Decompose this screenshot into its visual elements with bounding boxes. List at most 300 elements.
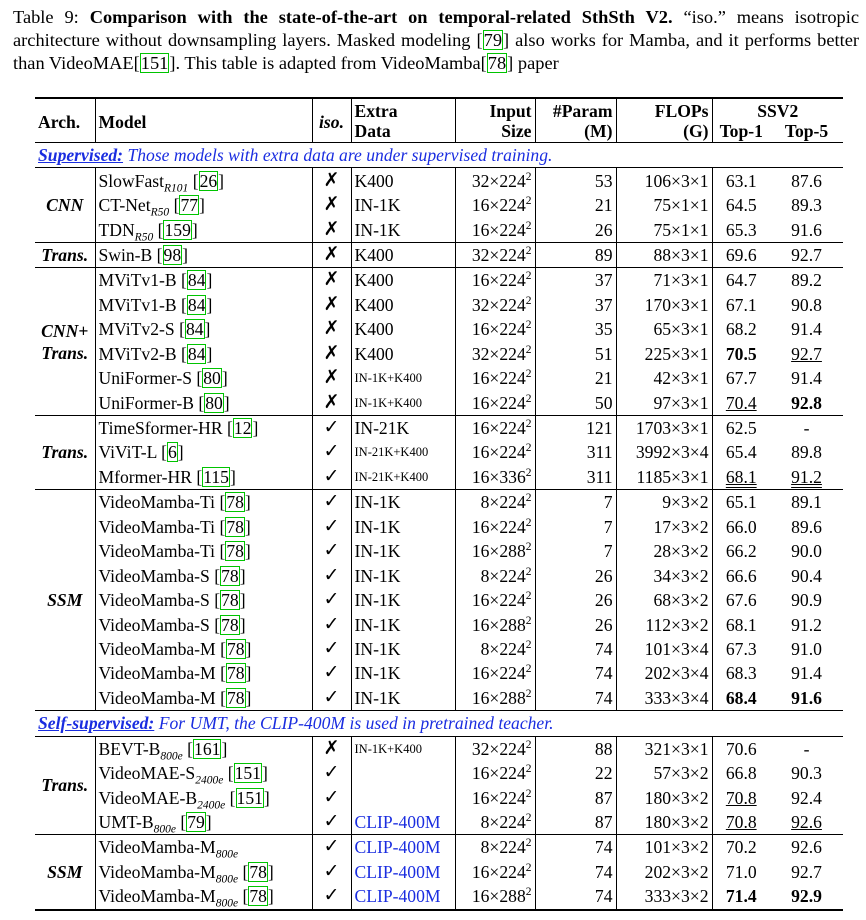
top1-value: 64.5: [725, 195, 757, 216]
input-size-value: 16×224: [471, 195, 526, 216]
citation-link[interactable]: 161: [194, 738, 221, 759]
extra-data: IN-1K: [351, 686, 455, 711]
citation-link[interactable]: 80: [203, 368, 221, 389]
input-size-exponent: 2: [525, 738, 532, 751]
input-size-exponent: 2: [525, 590, 532, 603]
extra-data: IN-1K: [351, 515, 455, 539]
model-subscript: R101: [164, 182, 189, 195]
citation-link[interactable]: 151: [236, 787, 263, 808]
input-size-value: 32×224: [471, 738, 526, 759]
extra-data: K400: [351, 317, 455, 341]
input-size-value: 8×224: [480, 837, 526, 858]
header-flops-1: FLOPs: [616, 98, 712, 121]
input-size: [455, 736, 535, 761]
input-size-value: 16×288: [471, 541, 526, 562]
table-row: [35, 884, 843, 909]
model-name: VideoMamba-Ti: [98, 492, 216, 513]
arch-label-text: Trans.: [41, 775, 89, 796]
flops: 68×3×2: [616, 588, 712, 612]
input-size-exponent: 2: [525, 763, 532, 776]
section-header-selfsup: [35, 711, 843, 736]
param-count: 37: [535, 268, 616, 293]
flops: 101×3×4: [616, 637, 712, 661]
input-size: [455, 686, 535, 711]
top1-accuracy: [712, 810, 770, 835]
top5-value: 91.2: [791, 466, 822, 487]
input-size: [455, 761, 535, 785]
input-size: [455, 342, 535, 366]
iso-mark: ✓: [312, 884, 351, 909]
top5-value: 92.7: [791, 861, 822, 882]
citation-link[interactable]: 78: [221, 590, 239, 611]
top1-accuracy: [712, 884, 770, 909]
citation-link[interactable]: 12: [233, 418, 252, 439]
input-size-value: 32×224: [471, 170, 526, 191]
citation-link[interactable]: 78: [249, 861, 267, 882]
table-row: [35, 440, 843, 464]
input-size: [455, 588, 535, 612]
extra-data: K400: [351, 342, 455, 366]
top5-accuracy: [770, 835, 843, 860]
citation-link[interactable]: 78: [487, 53, 507, 73]
model-subscript: 2400e: [195, 774, 224, 787]
section-header-cell: [35, 143, 843, 168]
flops: 202×3×2: [616, 860, 712, 884]
model-name: VideoMamba-M: [98, 861, 216, 882]
top1-accuracy: [712, 390, 770, 415]
top1-value: 68.4: [725, 687, 757, 708]
flops: 225×3×1: [616, 342, 712, 366]
input-size-exponent: 2: [525, 639, 532, 652]
citation-link[interactable]: 98: [163, 244, 182, 265]
param-count: 7: [535, 539, 616, 563]
model-name: UMT-B: [98, 812, 154, 833]
param-count: 121: [535, 415, 616, 440]
extra-data: CLIP-400M: [351, 810, 455, 835]
extra-data: K400: [351, 168, 455, 193]
citation-link[interactable]: 78: [249, 886, 267, 907]
input-size-value: 16×224: [471, 219, 526, 240]
input-size-value: 32×224: [471, 294, 526, 315]
param-count: 51: [535, 342, 616, 366]
top1-accuracy: [712, 168, 770, 193]
model-name: VideoMAE-B: [98, 787, 198, 808]
top5-value: 89.8: [791, 442, 822, 463]
model-cell: TimeSformer-HR [12]: [95, 415, 312, 440]
header-ssv2: SSV2: [757, 101, 799, 121]
param-count: 74: [535, 661, 616, 685]
model-cell: VideoMamba-S [78]: [95, 563, 312, 587]
citation-link[interactable]: 151: [140, 53, 169, 73]
arch-label-text: Trans.: [41, 442, 89, 463]
citation-link[interactable]: 80: [205, 392, 223, 413]
top5-accuracy: [770, 242, 843, 267]
top5-value: 89.6: [791, 516, 822, 537]
top5-accuracy: [770, 342, 843, 366]
header-top5: Top-5: [784, 121, 829, 141]
top5-value: -: [803, 418, 810, 439]
top1-accuracy: [712, 342, 770, 366]
input-size: [455, 193, 535, 217]
model-cell: VideoMAE-$B_{2400e}$ [151]: [95, 785, 312, 809]
iso-mark: ✓: [312, 860, 351, 884]
top5-value: 91.4: [791, 663, 822, 684]
extra-data: IN-1K: [351, 539, 455, 563]
top1-value: 67.1: [725, 294, 757, 315]
extra-data: K400: [351, 242, 455, 267]
arch-label: [35, 736, 95, 835]
top1-value: 70.4: [725, 392, 757, 413]
citation-link[interactable]: 78: [226, 541, 244, 562]
flops: 34×3×2: [616, 563, 712, 587]
input-size-value: 8×224: [480, 812, 526, 833]
input-size-value: 16×224: [471, 861, 526, 882]
table-row: [35, 860, 843, 884]
param-count: 311: [535, 465, 616, 490]
model-name: ViViT-L: [98, 442, 157, 463]
input-size: [455, 242, 535, 267]
header-top1: Top-1: [719, 121, 763, 141]
flops: 333×3×4: [616, 686, 712, 711]
extra-data: K400: [351, 293, 455, 317]
table-row: [35, 810, 843, 835]
citation-link[interactable]: 159: [164, 219, 191, 240]
model-cell: $TDN_{R50}$ [159]: [95, 217, 312, 242]
top1-accuracy: [712, 366, 770, 390]
iso-mark: ✓: [312, 785, 351, 809]
citation-link[interactable]: 151: [234, 763, 261, 784]
input-size-value: 8×224: [480, 565, 526, 586]
top5-value: 90.9: [791, 590, 822, 611]
iso-mark: ✓: [312, 415, 351, 440]
extra-data: IN-1K+K400: [351, 736, 455, 761]
iso-mark: ✗: [312, 293, 351, 317]
top1-accuracy: [712, 736, 770, 761]
header-arch: Arch.: [35, 98, 95, 143]
iso-mark: ✓: [312, 539, 351, 563]
flops: 57×3×2: [616, 761, 712, 785]
model-name: MViTv1-B: [98, 270, 177, 291]
input-size-exponent: 2: [525, 886, 532, 899]
param-count: 26: [535, 217, 616, 242]
input-size: [455, 415, 535, 440]
model-cell: UniFormer-B [80]: [95, 390, 312, 415]
top1-accuracy: [712, 465, 770, 490]
top5-accuracy: [770, 563, 843, 587]
input-size-exponent: 2: [525, 442, 532, 455]
citation-link[interactable]: 84: [185, 319, 204, 340]
model-name: MViTv2-S: [98, 319, 175, 340]
top1-value: 70.2: [725, 837, 757, 858]
param-count: 26: [535, 563, 616, 587]
input-size-exponent: 2: [525, 492, 532, 505]
model-cell: MViTv2-S [84]: [95, 317, 312, 341]
header-input-2: Size: [455, 121, 535, 143]
input-size-exponent: 2: [525, 294, 532, 307]
model-cell: Swin-B [98]: [95, 242, 312, 267]
section-header-supervised: [35, 143, 843, 168]
param-count: 35: [535, 317, 616, 341]
citation-link[interactable]: 84: [187, 343, 206, 364]
iso-mark: ✗: [312, 342, 351, 366]
top5-accuracy: [770, 390, 843, 415]
model-cell: VideoMamba-M [78]: [95, 686, 312, 711]
iso-mark: ✓: [312, 563, 351, 587]
iso-mark: ✗: [312, 217, 351, 242]
top5-value: 87.6: [791, 170, 822, 191]
section-description: For UMT, the CLIP-400M is used in pretrained teacher.: [158, 713, 554, 734]
top5-value: 92.6: [791, 812, 822, 833]
citation-link[interactable]: 6: [167, 442, 177, 463]
citation-link[interactable]: 84: [187, 294, 206, 315]
model-name: TDN: [98, 219, 135, 240]
input-size-value: 16×224: [471, 663, 526, 684]
citation-link[interactable]: 79: [187, 812, 205, 833]
flops: 321×3×1: [616, 736, 712, 761]
extra-data: IN-1K+K400: [351, 366, 455, 390]
model-cell: VideoMamba-Ti [78]: [95, 515, 312, 539]
input-size: [455, 563, 535, 587]
table-row: [35, 168, 843, 193]
caption-text-4: ] paper: [507, 53, 559, 73]
top1-accuracy: [712, 860, 770, 884]
model-cell: UMT-$B_{800e}$ [79]: [95, 810, 312, 835]
model-subscript: 800e: [215, 897, 239, 910]
top1-accuracy: [712, 539, 770, 563]
model-cell: VideoMamba-S [78]: [95, 612, 312, 636]
model-subscript: R50: [134, 231, 154, 244]
param-count: 26: [535, 612, 616, 636]
model-cell: VideoMamba-$M_{800e}$ [78]: [95, 860, 312, 884]
top1-value: 70.6: [725, 738, 757, 759]
top1-accuracy: [712, 637, 770, 661]
arch-label-text: Trans.: [41, 244, 89, 265]
input-size-exponent: 2: [525, 663, 532, 676]
input-size-value: 32×224: [471, 343, 526, 364]
top5-value: 91.4: [791, 319, 822, 340]
top5-value: 89.2: [791, 270, 822, 291]
citation-link[interactable]: 78: [226, 492, 244, 513]
extra-data: IN-1K: [351, 490, 455, 515]
model-cell: VideoMamba-$M_{800e}$ [78]: [95, 884, 312, 909]
input-size-value: 16×224: [471, 763, 526, 784]
input-size: [455, 612, 535, 636]
input-size-value: 16×224: [471, 442, 526, 463]
top1-value: 71.4: [725, 886, 757, 907]
top1-value: 66.0: [725, 516, 757, 537]
caption-title: Comparison with the state-of-the-art on temporal-related SthSth V2.: [89, 7, 673, 27]
model-name: MViTv1-B: [98, 294, 177, 315]
input-size-value: 16×224: [471, 392, 526, 413]
top1-accuracy: [712, 761, 770, 785]
top1-accuracy: [712, 563, 770, 587]
extra-data: IN-1K: [351, 661, 455, 685]
citation-link[interactable]: 115: [203, 466, 229, 487]
input-size: [455, 515, 535, 539]
top5-accuracy: [770, 686, 843, 711]
top1-value: 69.6: [725, 244, 757, 265]
section-label: Self-supervised:: [38, 713, 155, 734]
input-size: [455, 268, 535, 293]
input-size-value: 16×224: [471, 368, 526, 389]
extra-data: IN-1K: [351, 563, 455, 587]
param-count: 37: [535, 293, 616, 317]
extra-data: IN-21K+K400: [351, 440, 455, 464]
table-row: [35, 761, 843, 785]
input-size-exponent: 2: [525, 787, 532, 800]
flops: 202×3×4: [616, 661, 712, 685]
param-count: 74: [535, 686, 616, 711]
table-row: [35, 342, 843, 366]
iso-mark: ✗: [312, 193, 351, 217]
caption-label: Table 9:: [13, 7, 79, 27]
model-cell: MViTv1-B [84]: [95, 268, 312, 293]
citation-link[interactable]: 26: [199, 170, 218, 191]
citation-link[interactable]: 84: [187, 270, 206, 291]
input-size-exponent: 2: [525, 219, 532, 232]
top1-value: 71.0: [725, 861, 757, 882]
iso-mark: ✗: [312, 390, 351, 415]
extra-data: [351, 785, 455, 809]
top5-accuracy: [770, 268, 843, 293]
iso-mark: ✗: [312, 168, 351, 193]
top1-value: 68.1: [725, 466, 757, 487]
model-name: VideoMamba-Ti: [98, 516, 216, 537]
input-size-exponent: 2: [525, 270, 532, 283]
header-extra-2: Data: [351, 121, 455, 143]
flops: 42×3×1: [616, 366, 712, 390]
table-row: [35, 637, 843, 661]
top5-accuracy: [770, 736, 843, 761]
top5-value: 89.3: [791, 195, 822, 216]
top1-value: 64.7: [725, 270, 757, 291]
iso-mark: ✗: [312, 317, 351, 341]
extra-data: IN-1K: [351, 193, 455, 217]
input-size: [455, 168, 535, 193]
top1-accuracy: [712, 217, 770, 242]
param-count: 22: [535, 761, 616, 785]
flops: 3992×3×4: [616, 440, 712, 464]
model-name: MViTv2-B: [98, 343, 177, 364]
arch-label: [35, 268, 95, 416]
input-size-exponent: 2: [525, 245, 532, 258]
input-size-exponent: 2: [525, 467, 532, 480]
citation-link[interactable]: 78: [226, 638, 245, 659]
table-row: [35, 785, 843, 809]
top1-value: 70.8: [725, 812, 757, 833]
model-cell: VideoMamba-Ti [78]: [95, 490, 312, 515]
input-size: [455, 637, 535, 661]
iso-mark: ✓: [312, 686, 351, 711]
model-cell: VideoMamba-Ti [78]: [95, 539, 312, 563]
top1-value: 66.8: [725, 763, 757, 784]
table-row: [35, 686, 843, 711]
model-name: VideoMamba-S: [98, 565, 210, 586]
table-row: [35, 835, 843, 860]
param-count: 7: [535, 515, 616, 539]
header-extra-1: Extra: [351, 98, 455, 121]
input-size-exponent: 2: [525, 812, 532, 825]
flops: 1185×3×1: [616, 465, 712, 490]
top1-accuracy: [712, 317, 770, 341]
model-cell: VideoMamba-S [78]: [95, 588, 312, 612]
flops: 65×3×1: [616, 317, 712, 341]
param-count: 21: [535, 366, 616, 390]
citation-link[interactable]: 79: [483, 30, 503, 50]
top5-accuracy: [770, 884, 843, 909]
iso-mark: ✗: [312, 242, 351, 267]
extra-data: IN-21K: [351, 415, 455, 440]
table-row: [35, 515, 843, 539]
top1-accuracy: [712, 588, 770, 612]
input-size-value: 32×224: [471, 244, 526, 265]
top5-value: 92.7: [791, 343, 822, 364]
citation-link[interactable]: 78: [226, 687, 245, 708]
input-size-exponent: 2: [525, 418, 532, 431]
citation-link[interactable]: 78: [221, 565, 239, 586]
model-cell: CT-Net$_{R50}$ [77]: [95, 193, 312, 217]
input-size-exponent: 2: [525, 541, 532, 554]
top1-accuracy: [712, 515, 770, 539]
input-size-exponent: 2: [525, 392, 532, 405]
section-header-cell: [35, 711, 843, 736]
header-flops-2: (G): [616, 121, 712, 143]
top1-value: 70.8: [725, 787, 757, 808]
top5-accuracy: [770, 217, 843, 242]
model-name: VideoMamba-M: [98, 687, 216, 708]
top5-accuracy: [770, 465, 843, 490]
citation-link[interactable]: 78: [226, 516, 244, 537]
table-row: [35, 317, 843, 341]
top1-accuracy: [712, 193, 770, 217]
input-size-exponent: 2: [525, 368, 532, 381]
arch-label-text: CNN: [46, 195, 84, 216]
input-size-value: 8×224: [480, 638, 526, 659]
input-size-exponent: 2: [525, 687, 532, 700]
model-name: BEVT-B: [98, 738, 161, 759]
param-count: 7: [535, 490, 616, 515]
citation-link[interactable]: 78: [226, 663, 245, 684]
param-count: 74: [535, 637, 616, 661]
table-caption: [13, 6, 859, 75]
citation-link[interactable]: 78: [221, 614, 239, 635]
arch-label: [35, 490, 95, 711]
input-size: [455, 810, 535, 835]
top5-value: 92.9: [791, 886, 822, 907]
arch-label-text: Trans.: [41, 342, 89, 363]
top5-value: 89.1: [791, 492, 822, 513]
top5-accuracy: [770, 612, 843, 636]
iso-mark: ✓: [312, 490, 351, 515]
top5-value: 92.6: [791, 837, 822, 858]
extra-data: IN-1K: [351, 637, 455, 661]
arch-label: [35, 835, 95, 910]
table-row: [35, 390, 843, 415]
top5-accuracy: [770, 637, 843, 661]
top1-accuracy: [712, 661, 770, 685]
flops: 1703×3×1: [616, 415, 712, 440]
top5-accuracy: [770, 168, 843, 193]
header-row-1: [35, 98, 843, 121]
top5-value: 91.2: [791, 614, 822, 635]
top5-value: 92.8: [791, 392, 822, 413]
top1-accuracy: [712, 293, 770, 317]
iso-mark: ✓: [312, 661, 351, 685]
iso-mark: ✓: [312, 515, 351, 539]
table-row: [35, 736, 843, 761]
param-count: 21: [535, 193, 616, 217]
citation-link[interactable]: 77: [180, 195, 199, 216]
